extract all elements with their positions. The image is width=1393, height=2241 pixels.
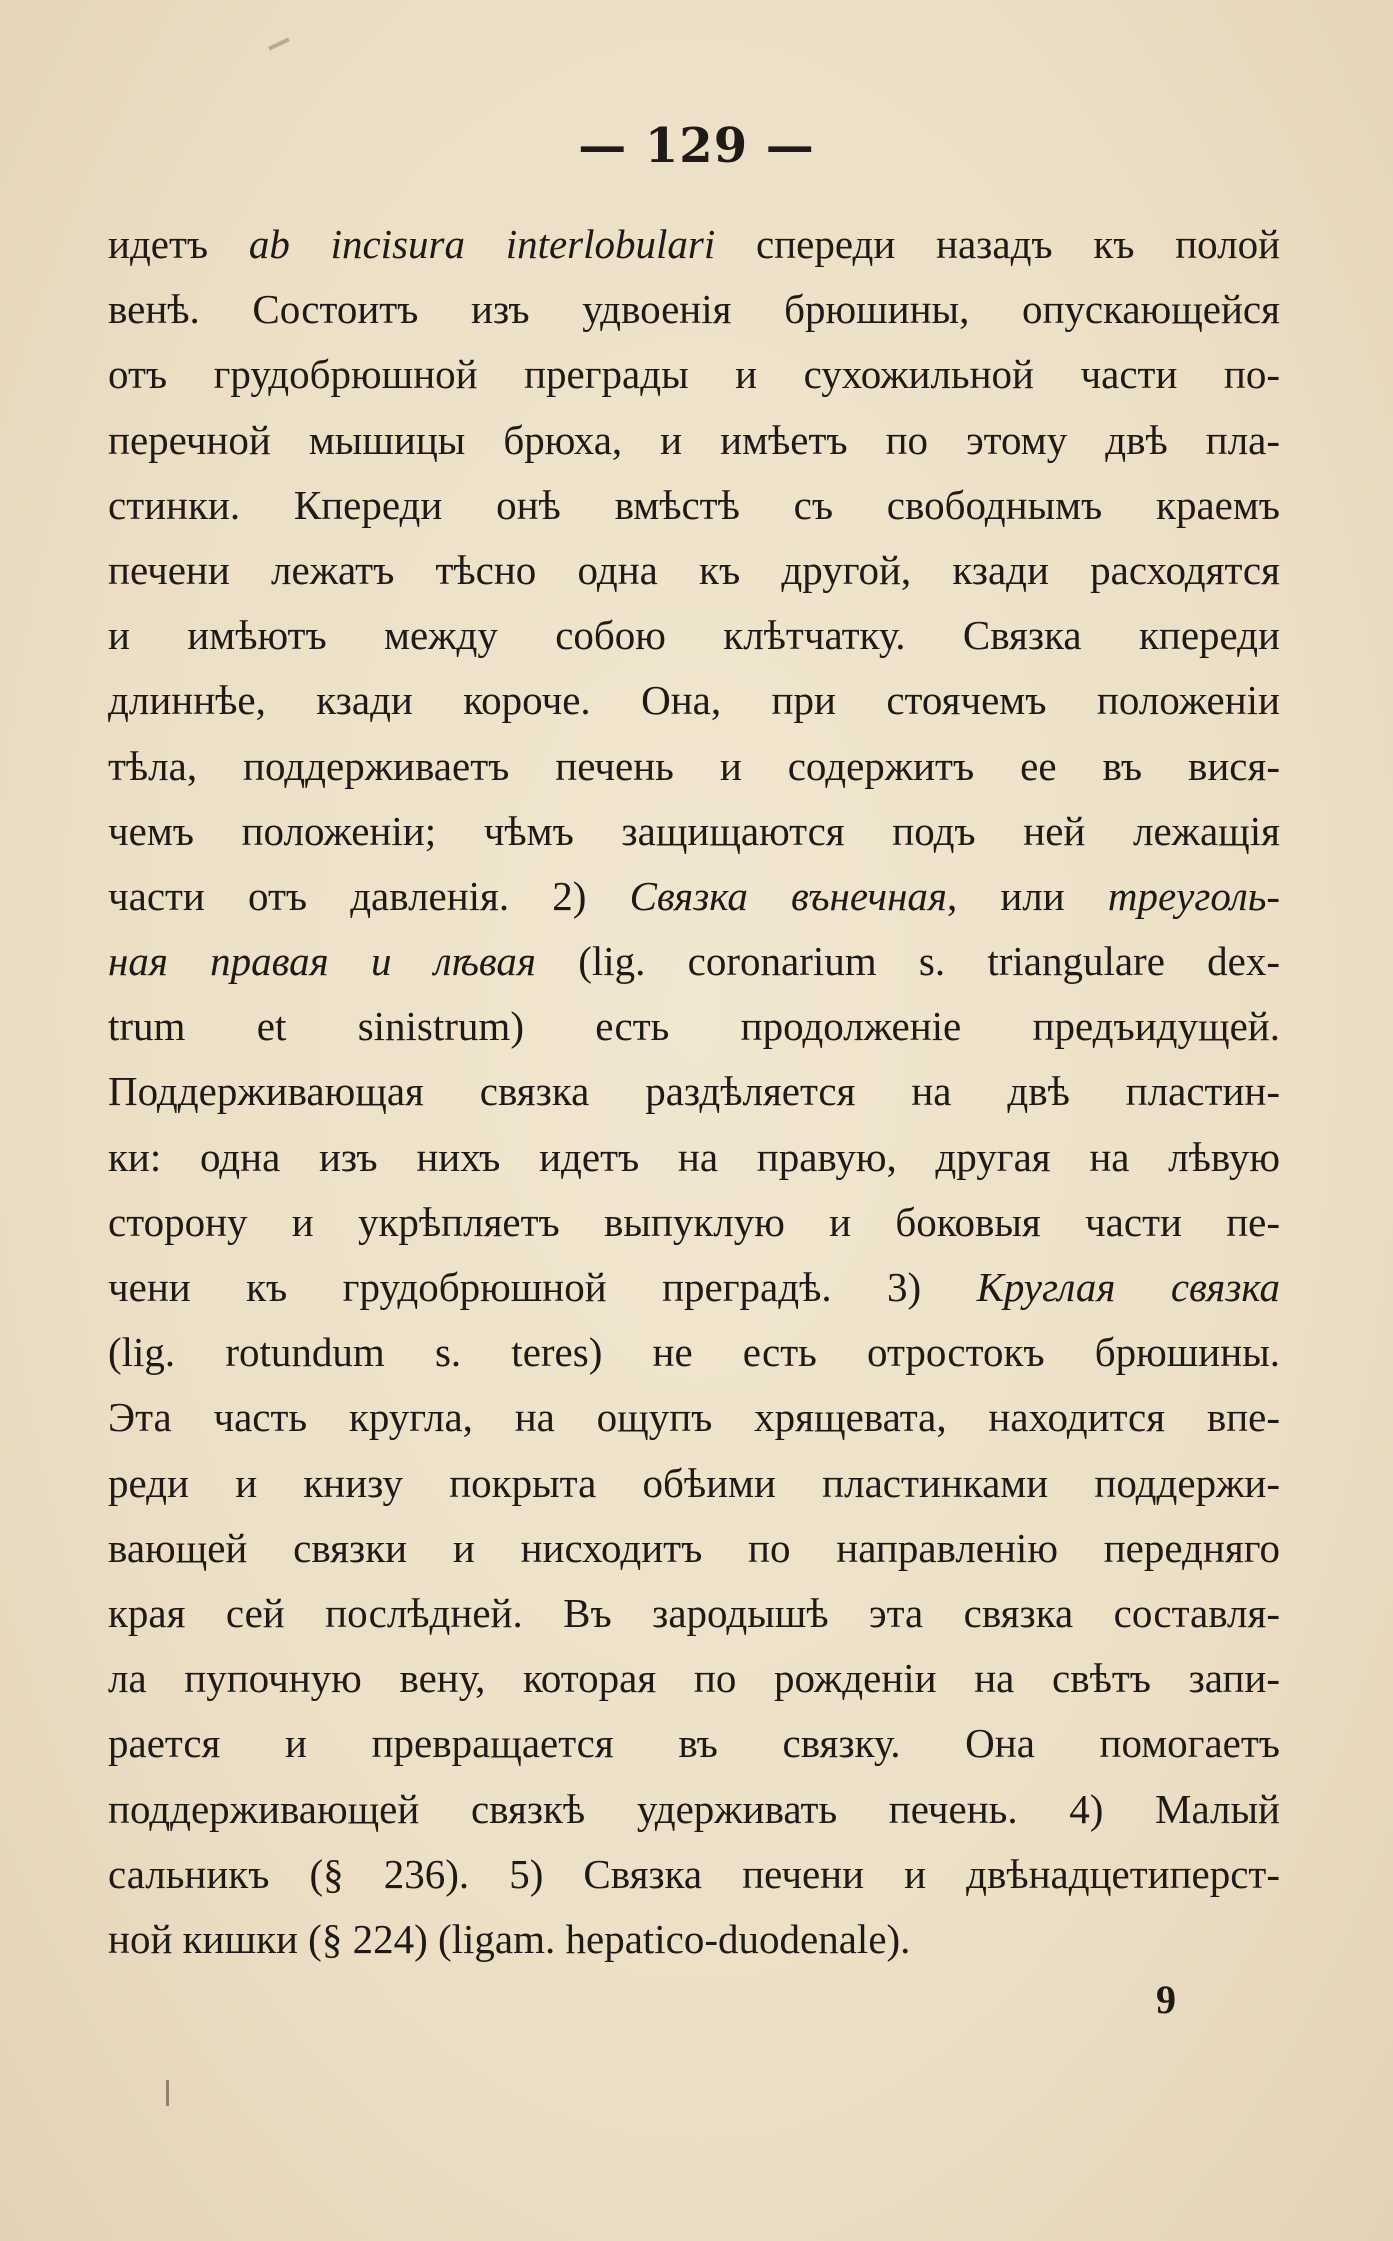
text-line: [108, 408, 1280, 473]
text-line: [108, 1581, 1280, 1646]
italic-text: ная правая и лѣвая: [108, 938, 536, 985]
text-run: идетъ: [108, 221, 249, 267]
text-line: [108, 734, 1280, 799]
text-run: сторону и укрѣпляетъ выпуклую и боковыя части пе-: [108, 1198, 1280, 1245]
text-line: [108, 1385, 1280, 1450]
text-run: , или: [947, 872, 1108, 919]
text-line: [108, 1907, 1280, 1972]
text-line: [108, 864, 1280, 929]
text-run: вающей связки и нисходитъ по направленію передняго: [108, 1524, 1280, 1571]
body-text: [108, 212, 1280, 1972]
text-run: ла пупочную вену, которая по рожденіи на свѣтъ запи-: [108, 1655, 1280, 1702]
text-line: [108, 1190, 1280, 1255]
text-line: [108, 603, 1280, 668]
italic-text: Связка вънечная: [629, 872, 947, 919]
text-run: trum et sinistrum) есть продолженіе предъидущей.: [108, 1003, 1280, 1050]
text-run: печени лежатъ тѣсно одна къ другой, кзади расходятся: [108, 546, 1280, 593]
text-run: поддерживающей связкѣ удерживать печень. 4) Малый: [108, 1785, 1280, 1832]
text-run: и имѣютъ между собою клѣтчатку. Связка кпереди: [108, 612, 1280, 659]
signature-mark: 9: [1156, 1977, 1176, 2022]
text-line: [108, 1646, 1280, 1711]
text-run: ной кишки (§ 224) (ligam. hepatico-duodenale).: [108, 1915, 911, 1962]
text-line: [108, 1125, 1280, 1190]
text-line: [108, 342, 1280, 407]
text-run: чени къ грудобрюшной преградѣ. 3): [108, 1264, 977, 1310]
text-line: [108, 1255, 1280, 1320]
text-run: длиннѣе, кзади короче. Она, при стоячемъ положеніи: [108, 677, 1280, 724]
italic-text: треуголь-: [1107, 872, 1280, 919]
italic-text: Круглая связка: [976, 1264, 1280, 1310]
text-line: [108, 1451, 1280, 1516]
text-run: тѣла, поддерживаетъ печень и содержитъ ее въ вися-: [108, 742, 1280, 789]
text-run: Эта часть кругла, на ощупъ хрящевата, находится впе-: [108, 1394, 1280, 1441]
italic-text: ab incisura interlobulari: [248, 221, 716, 267]
text-line: [108, 473, 1280, 538]
text-run: (lig. coronarium s. triangulare dex-: [536, 938, 1280, 985]
text-line: [108, 1842, 1280, 1907]
text-line: [108, 277, 1280, 342]
text-line: [108, 994, 1280, 1059]
text-run: венѣ. Состоитъ изъ удвоенія брюшины, опускающейся: [108, 286, 1280, 333]
text-run: ки: одна изъ нихъ идетъ на правую, другая на лѣвую: [108, 1133, 1280, 1180]
text-line: [108, 1777, 1280, 1842]
text-run: отъ грудобрюшной преграды и сухожильной части по-: [108, 351, 1280, 398]
ink-speck: [268, 38, 290, 51]
text-run: реди и книзу покрыта обѣими пластинками поддержи-: [108, 1459, 1280, 1506]
text-line: [108, 799, 1280, 864]
text-run: части отъ давленія. 2): [108, 872, 630, 919]
text-line: [108, 1320, 1280, 1385]
text-line: [108, 1516, 1280, 1581]
text-run: края сей послѣдней. Въ зародышѣ эта связка составля-: [108, 1589, 1280, 1636]
text-line: [108, 1711, 1280, 1776]
text-line: [108, 538, 1280, 603]
text-run: (lig. rotundum s. teres) не есть отростокъ брюшины.: [108, 1329, 1280, 1376]
text-run: сальникъ (§ 236). 5) Связка печени и двѣнадцетиперст-: [108, 1850, 1280, 1897]
text-line: [108, 212, 1280, 277]
text-run: спереди назадъ къ полой: [715, 221, 1280, 267]
margin-mark: [166, 2080, 169, 2106]
text-run: стинки. Кпереди онѣ вмѣстѣ съ свободнымъ краемъ: [108, 481, 1280, 528]
text-run: Поддерживающая связка раздѣляется на двѣ пластин-: [108, 1068, 1280, 1115]
text-line: [108, 1059, 1280, 1124]
text-line: [108, 929, 1280, 994]
text-run: чемъ положеніи; чѣмъ защищаются подъ ней лежащія: [108, 807, 1280, 854]
text-run: рается и превращается въ связку. Она помогаетъ: [108, 1720, 1280, 1767]
text-run: перечной мышицы брюха, и имѣетъ по этому двѣ пла-: [108, 416, 1280, 463]
page-number-header: — 129 —: [578, 118, 815, 174]
text-line: [108, 668, 1280, 733]
